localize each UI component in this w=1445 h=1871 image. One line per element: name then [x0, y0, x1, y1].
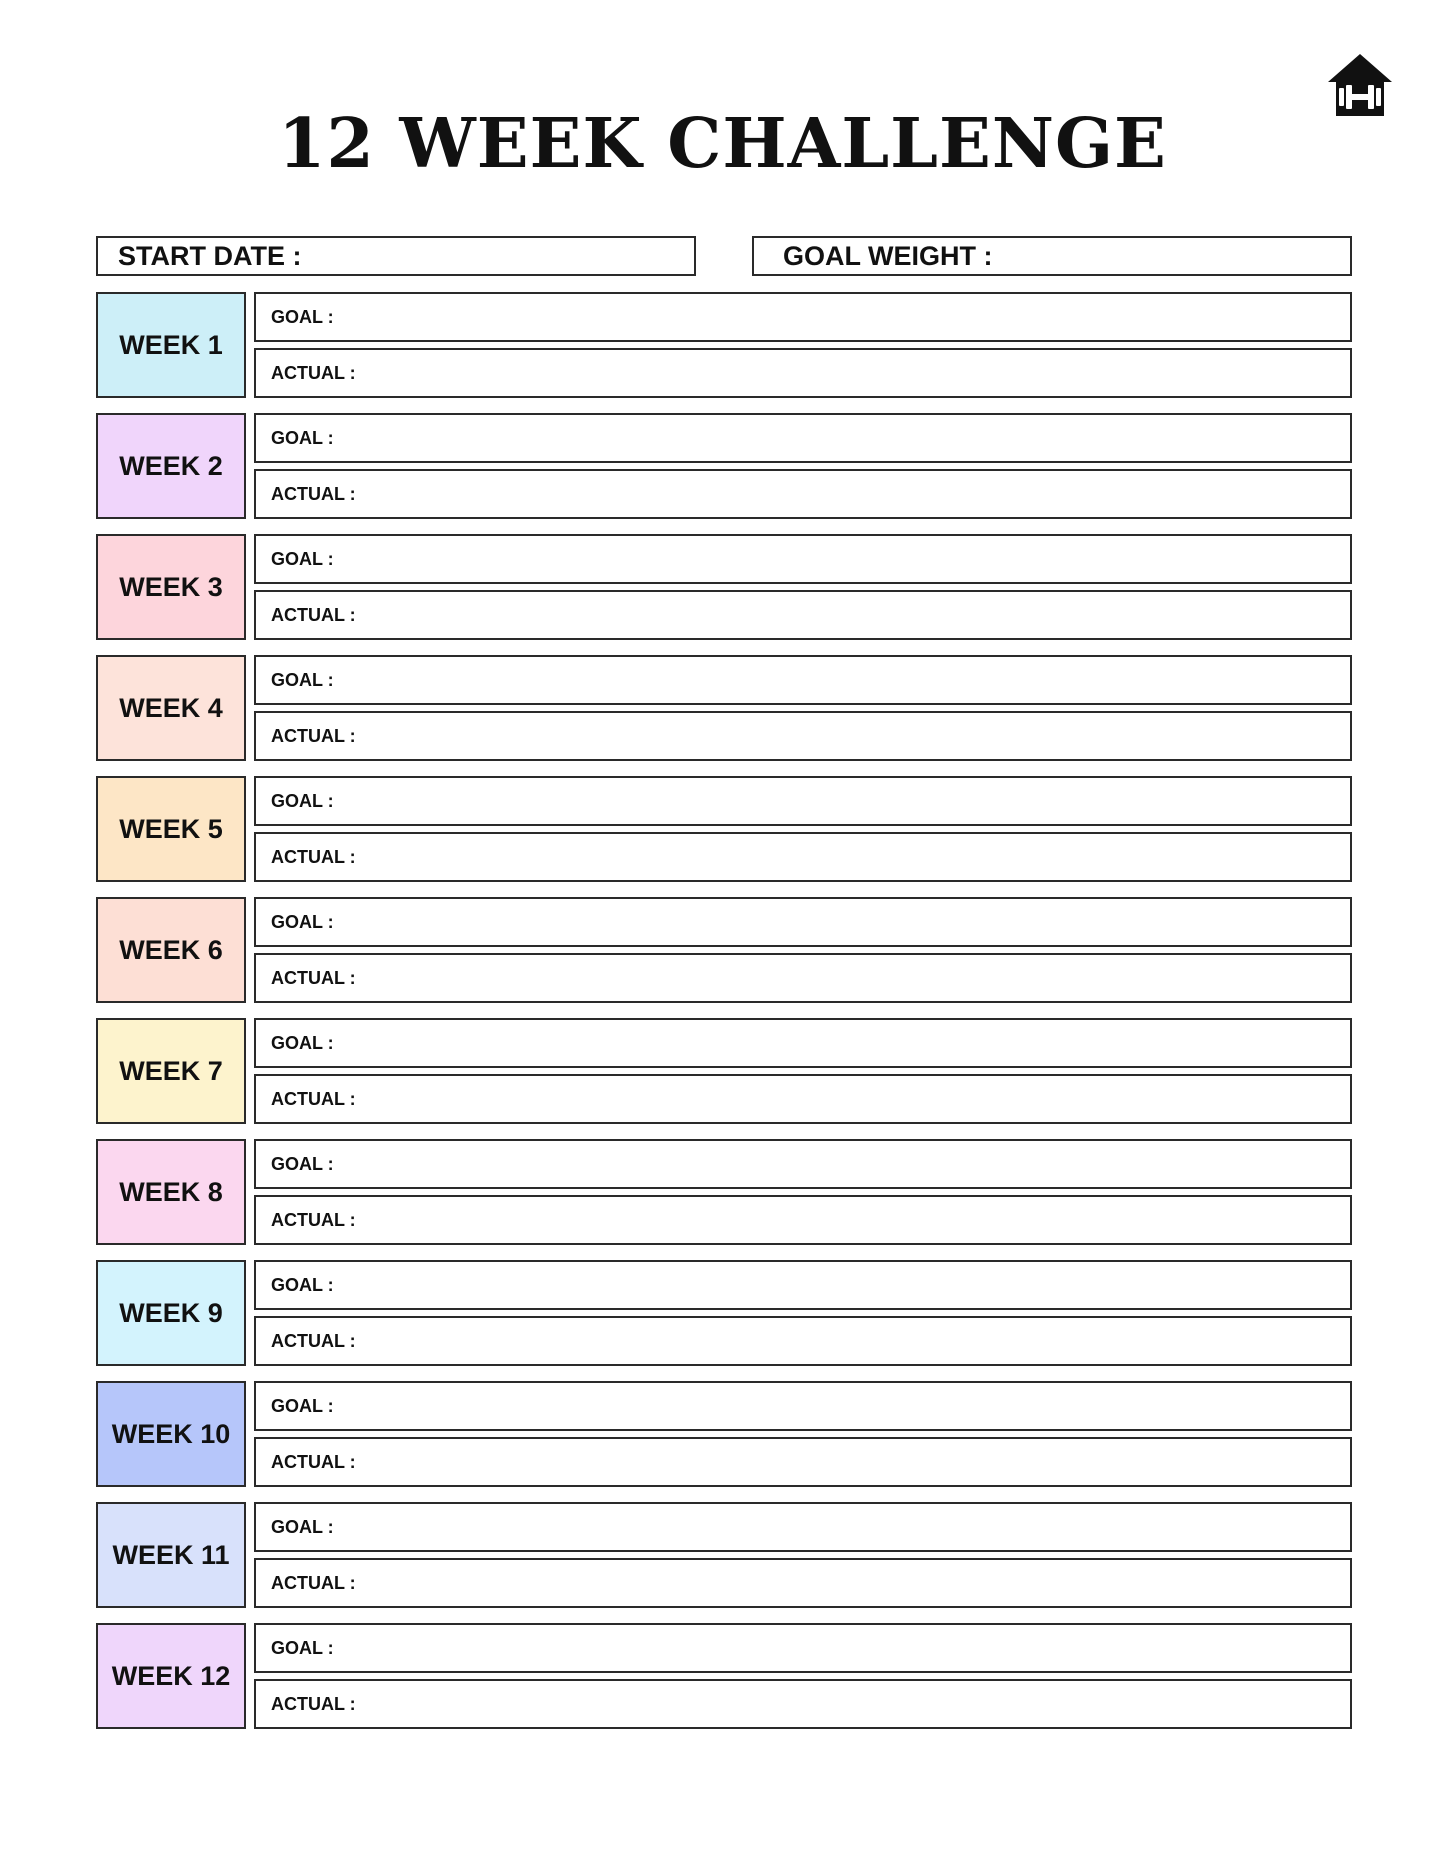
- week-row: [96, 655, 1352, 761]
- actual-field[interactable]: [254, 832, 1352, 882]
- goal-field[interactable]: [254, 1381, 1352, 1431]
- goal-label: GOAL :: [271, 548, 334, 569]
- actual-label: ACTUAL :: [271, 1693, 356, 1714]
- actual-field[interactable]: [254, 1437, 1352, 1487]
- goal-field[interactable]: [254, 1502, 1352, 1552]
- actual-label: ACTUAL :: [271, 483, 356, 504]
- week-label: WEEK 10: [96, 1381, 246, 1487]
- week-row: [96, 776, 1352, 882]
- week-row: [96, 1018, 1352, 1124]
- week-row: [96, 897, 1352, 1003]
- goal-field[interactable]: [254, 413, 1352, 463]
- week-label: WEEK 6: [96, 897, 246, 1003]
- goal-label: GOAL :: [271, 1032, 334, 1053]
- start-date-label: START DATE :: [118, 240, 302, 271]
- week-row: [96, 534, 1352, 640]
- goal-label: GOAL :: [271, 790, 334, 811]
- goal-label: GOAL :: [271, 1274, 334, 1295]
- week-row: [96, 1260, 1352, 1366]
- actual-label: ACTUAL :: [271, 604, 356, 625]
- actual-label: ACTUAL :: [271, 1451, 356, 1472]
- week-label: WEEK 12: [96, 1623, 246, 1729]
- goal-field[interactable]: [254, 292, 1352, 342]
- week-label: WEEK 8: [96, 1139, 246, 1245]
- actual-field[interactable]: [254, 1195, 1352, 1245]
- actual-field[interactable]: [254, 1074, 1352, 1124]
- actual-label: ACTUAL :: [271, 1088, 356, 1109]
- goal-field[interactable]: [254, 1260, 1352, 1310]
- week-row: [96, 1139, 1352, 1245]
- actual-field[interactable]: [254, 590, 1352, 640]
- goal-field[interactable]: [254, 1139, 1352, 1189]
- week-label: WEEK 11: [96, 1502, 246, 1608]
- actual-label: ACTUAL :: [271, 967, 356, 988]
- actual-label: ACTUAL :: [271, 362, 356, 383]
- goal-label: GOAL :: [271, 1395, 334, 1416]
- actual-label: ACTUAL :: [271, 725, 356, 746]
- actual-label: ACTUAL :: [271, 1209, 356, 1230]
- goal-label: GOAL :: [271, 427, 334, 448]
- goal-label: GOAL :: [271, 306, 334, 327]
- week-row: [96, 413, 1352, 519]
- actual-field[interactable]: [254, 1316, 1352, 1366]
- week-label: WEEK 3: [96, 534, 246, 640]
- goal-field[interactable]: [254, 776, 1352, 826]
- goal-field[interactable]: [254, 655, 1352, 705]
- goal-field[interactable]: [254, 897, 1352, 947]
- week-label: WEEK 2: [96, 413, 246, 519]
- goal-field[interactable]: [254, 1018, 1352, 1068]
- actual-label: ACTUAL :: [271, 846, 356, 867]
- actual-field[interactable]: [254, 1679, 1352, 1729]
- week-label: WEEK 1: [96, 292, 246, 398]
- goal-weight-label: GOAL WEIGHT :: [783, 240, 993, 271]
- actual-field[interactable]: [254, 953, 1352, 1003]
- goal-label: GOAL :: [271, 1516, 334, 1537]
- week-label: WEEK 4: [96, 655, 246, 761]
- actual-field[interactable]: [254, 711, 1352, 761]
- actual-label: ACTUAL :: [271, 1572, 356, 1593]
- week-row: [96, 1623, 1352, 1729]
- actual-field[interactable]: [254, 1558, 1352, 1608]
- goal-label: GOAL :: [271, 669, 334, 690]
- week-row: [96, 1502, 1352, 1608]
- week-label: WEEK 7: [96, 1018, 246, 1124]
- goal-field[interactable]: [254, 1623, 1352, 1673]
- goal-label: GOAL :: [271, 1153, 334, 1174]
- weeks-list: [96, 292, 1352, 1744]
- start-date-field[interactable]: [96, 236, 696, 276]
- week-label: WEEK 5: [96, 776, 246, 882]
- actual-field[interactable]: [254, 348, 1352, 398]
- goal-label: GOAL :: [271, 911, 334, 932]
- goal-weight-field[interactable]: [752, 236, 1352, 276]
- actual-label: ACTUAL :: [271, 1330, 356, 1351]
- goal-label: GOAL :: [271, 1637, 334, 1658]
- week-label: WEEK 9: [96, 1260, 246, 1366]
- actual-field[interactable]: [254, 469, 1352, 519]
- page-title: 12 WEEK CHALLENGE: [278, 104, 1167, 184]
- week-row: [96, 1381, 1352, 1487]
- week-row: [96, 292, 1352, 398]
- goal-field[interactable]: [254, 534, 1352, 584]
